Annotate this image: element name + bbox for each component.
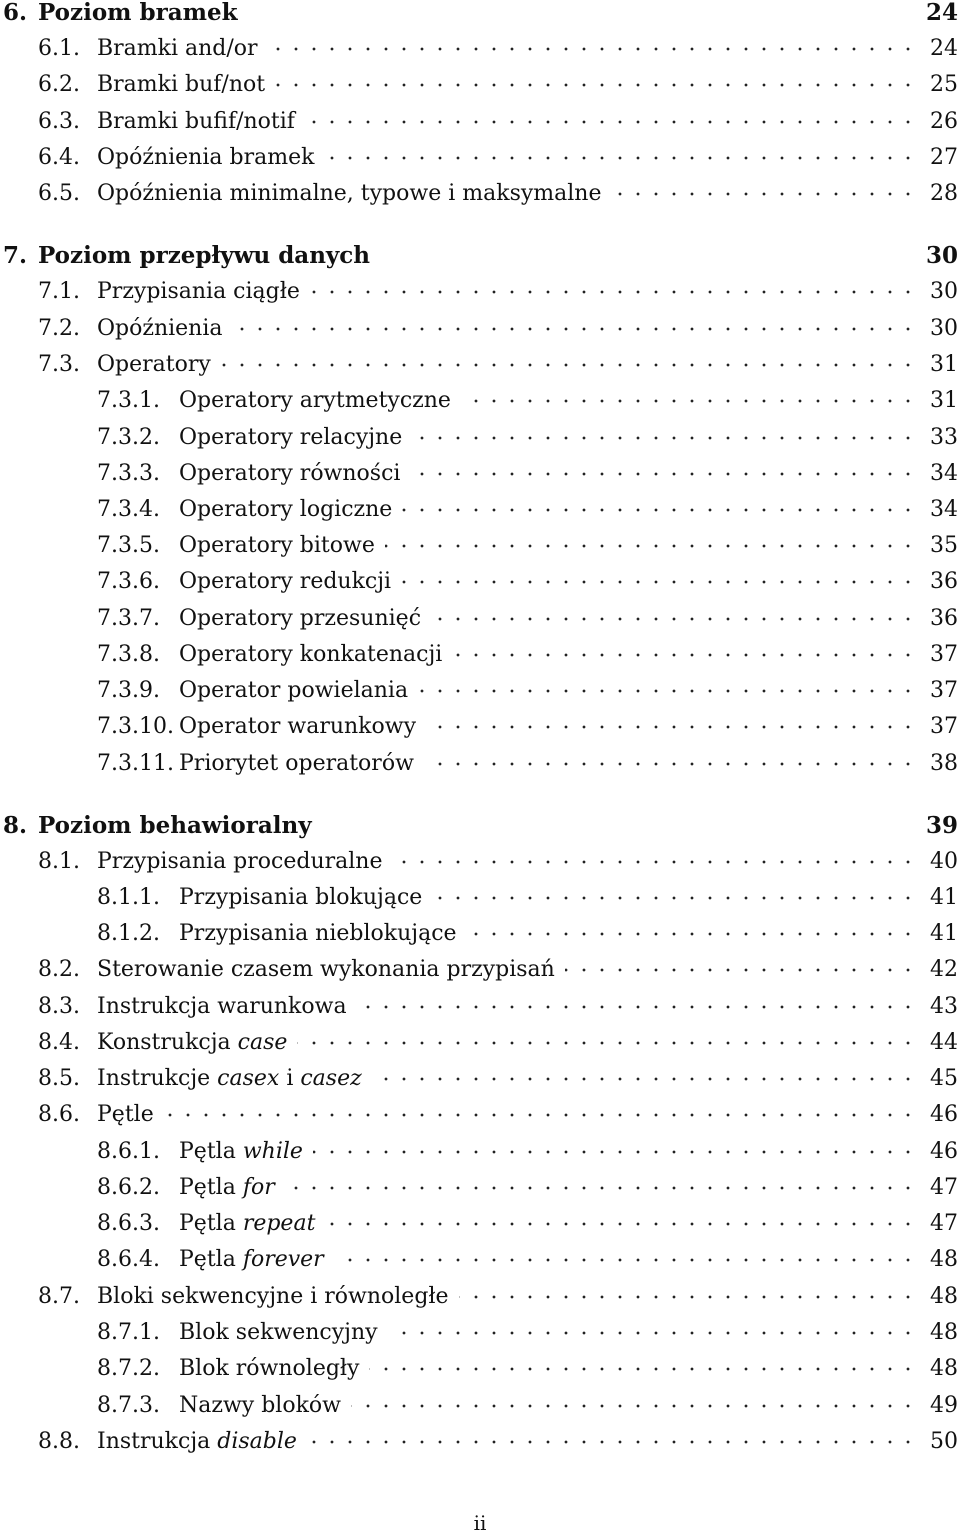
toc-entry-number: 7.3.2. <box>97 425 160 450</box>
toc-entry-subsection[interactable] <box>0 601 960 637</box>
toc-entry-page-number: 30 <box>930 316 958 341</box>
toc-entry-page-number: 27 <box>930 145 958 170</box>
toc-entry-subsection[interactable] <box>0 1134 960 1170</box>
toc-entry-title-italic: repeat <box>242 1211 316 1236</box>
toc-entry-title-text: Operatory arytmetyczne <box>179 388 451 413</box>
toc-entry-dot-leader <box>385 528 918 564</box>
page-number-footer: ii <box>473 1511 487 1535</box>
toc-entry-title-italic: case <box>237 1030 288 1055</box>
toc-entry-number: 8.6.4. <box>97 1247 160 1272</box>
toc-entry-title-italic: for <box>242 1175 275 1200</box>
toc-entry-number: 8.7. <box>38 1284 80 1309</box>
toc-entry-dot-leader <box>402 492 918 528</box>
toc-entry-title-text: Bramki buf/not <box>97 72 266 97</box>
toc-entry-subsection[interactable] <box>0 383 960 419</box>
toc-entry-title <box>179 456 400 492</box>
toc-entry-page-number: 44 <box>930 1030 958 1055</box>
toc-entry-dot-leader <box>452 637 918 673</box>
toc-entry-number: 8. <box>3 812 28 839</box>
toc-entry-number: 8.6.2. <box>97 1175 160 1200</box>
toc-entry-number: 8.5. <box>38 1066 80 1091</box>
toc-entry-section[interactable] <box>0 1097 960 1133</box>
toc-entry-title-text: Pętla <box>179 1211 243 1236</box>
toc-entry-page-number: 42 <box>930 957 958 982</box>
toc-entry-dot-leader <box>307 1424 918 1460</box>
toc-entry-number: 8.3. <box>38 994 80 1019</box>
toc-entry-title <box>179 1242 324 1278</box>
toc-entry-title <box>179 637 442 673</box>
toc-entry-chapter[interactable] <box>0 808 960 844</box>
toc-entry-title <box>179 1134 303 1170</box>
toc-entry-page-number: 39 <box>925 812 958 839</box>
toc-entry-page-number: 47 <box>930 1211 958 1236</box>
toc-entry-number: 8.7.3. <box>97 1393 160 1418</box>
toc-entry-title-text: Blok sekwencyjny <box>179 1320 378 1345</box>
toc-entry-subsection[interactable] <box>0 1170 960 1206</box>
toc-entry-title-text: Instrukcja <box>97 1429 218 1454</box>
toc-entry-dot-leader <box>164 1097 918 1133</box>
toc-entry-dot-leader <box>221 347 918 383</box>
toc-entry-title-text: Pętle <box>97 1102 154 1127</box>
toc-entry-dot-leader <box>357 989 918 1025</box>
toc-entry-number: 7.3.5. <box>97 533 160 558</box>
toc-entry-dot-leader <box>412 420 918 456</box>
toc-entry-page-number: 48 <box>930 1356 958 1381</box>
toc-entry-title <box>179 673 408 709</box>
toc-entry-dot-leader <box>565 952 918 988</box>
toc-entry-title-italic: casez <box>300 1066 362 1091</box>
toc-entry-title <box>97 274 300 310</box>
toc-entry-number: 8.4. <box>38 1030 80 1055</box>
toc-entry-page-number: 24 <box>925 0 958 26</box>
toc-entry-number: 6. <box>3 0 28 26</box>
toc-entry-number: 7. <box>3 242 28 269</box>
toc-entry-page-number: 48 <box>930 1284 958 1309</box>
toc-entry-page-number: 24 <box>930 36 958 61</box>
toc-entry-dot-leader <box>233 311 918 347</box>
toc-entry-dot-leader <box>461 383 918 419</box>
toc-entry-title <box>97 67 265 103</box>
toc-entry-title <box>179 1315 378 1351</box>
toc-entry-subsection[interactable] <box>0 673 960 709</box>
toc-entry-title-text: Operatory równości <box>179 461 401 486</box>
toc-entry-number: 7.3.10. <box>97 714 174 739</box>
toc-entry-page-number: 25 <box>930 72 958 97</box>
toc-entry-dot-leader <box>324 140 918 176</box>
toc-entry-subsection[interactable] <box>0 1206 960 1242</box>
toc-entry-title-italic: disable <box>217 1429 297 1454</box>
toc-entry-dot-leader <box>310 274 918 310</box>
toc-entry-title-text: Operatory <box>97 352 211 377</box>
toc-entry-title <box>179 1351 359 1387</box>
toc-entry-number: 6.4. <box>38 145 80 170</box>
toc-entry-number: 7.3.8. <box>97 642 160 667</box>
toc-entry-section[interactable] <box>0 274 960 310</box>
toc-entry-page-number: 30 <box>930 279 958 304</box>
toc-entry-title-text: Bramki bufif/notif <box>97 109 295 134</box>
toc-entry-section[interactable] <box>0 176 960 212</box>
toc-entry-dot-leader <box>369 1351 918 1387</box>
toc-entry-title-italic: forever <box>242 1247 324 1272</box>
toc-entry-subsection[interactable] <box>0 709 960 745</box>
toc-entry-dot-leader <box>467 916 918 952</box>
toc-entry-title <box>97 952 555 988</box>
toc-entry-number: 7.3.11. <box>97 751 174 776</box>
toc-entry-number: 6.1. <box>38 36 80 61</box>
toc-entry-page-number: 41 <box>930 921 958 946</box>
toc-entry-number: 8.1.2. <box>97 921 160 946</box>
toc-entry-number: 7.3.4. <box>97 497 160 522</box>
toc-entry-title <box>179 1170 275 1206</box>
toc-entry-title <box>97 989 347 1025</box>
toc-entry-subsection[interactable] <box>0 420 960 456</box>
toc-entry-dot-leader <box>351 1388 918 1424</box>
toc-entry-page-number: 49 <box>930 1393 958 1418</box>
toc-entry-page-number: 36 <box>930 606 958 631</box>
toc-entry-subsection[interactable] <box>0 1388 960 1424</box>
toc-entry-title <box>179 1206 315 1242</box>
toc-entry-chapter[interactable] <box>0 0 960 31</box>
toc-entry-number: 7.2. <box>38 316 80 341</box>
toc-entry-title-italic: casex <box>217 1066 280 1091</box>
toc-entry-number: 7.3.6. <box>97 569 160 594</box>
toc-entry-dot-leader <box>392 844 918 880</box>
toc-entry-title <box>97 140 314 176</box>
toc-entry-title-text: Opóźnienia minimalne, typowe i maksymalne <box>97 181 602 206</box>
toc-entry-title-text: Operatory redukcji <box>179 569 392 594</box>
toc-entry-title-text: Instrukcja warunkowa <box>97 994 347 1019</box>
toc-entry-subsection[interactable] <box>0 880 960 916</box>
toc-entry-title-text: Instrukcje <box>97 1066 218 1091</box>
toc-entry-section[interactable] <box>0 1279 960 1315</box>
toc-entry-section[interactable] <box>0 311 960 347</box>
toc-entry-section[interactable] <box>0 140 960 176</box>
toc-entry-title-text: Nazwy bloków <box>179 1393 341 1418</box>
toc-entry-subsection[interactable] <box>0 456 960 492</box>
toc-entry-title-text: Pętla <box>179 1139 243 1164</box>
toc-entry-page-number: 37 <box>930 642 958 667</box>
toc-entry-section[interactable] <box>0 989 960 1025</box>
toc-entry-title <box>179 709 416 745</box>
toc-entry-dot-leader <box>459 1279 918 1315</box>
toc-entry-number: 6.2. <box>38 72 80 97</box>
toc-entry-title <box>97 1025 287 1061</box>
toc-entry-title <box>97 1097 154 1133</box>
toc-entry-title <box>179 492 392 528</box>
toc-entry-title-text: Opóźnienia bramek <box>97 145 315 170</box>
toc-entry-chapter[interactable] <box>0 238 960 274</box>
toc-entry-section[interactable] <box>0 31 960 67</box>
toc-entry-title <box>97 31 258 67</box>
toc-entry-page-number: 43 <box>930 994 958 1019</box>
toc-entry-number: 8.7.1. <box>97 1320 160 1345</box>
toc-entry-title <box>38 808 312 844</box>
toc-entry-number: 8.7.2. <box>97 1356 160 1381</box>
toc-entry-dot-leader <box>388 1315 918 1351</box>
toc-entry-page-number: 48 <box>930 1320 958 1345</box>
toc-entry-page-number: 38 <box>930 751 958 776</box>
toc-entry-page-number: 31 <box>930 388 958 413</box>
toc-entry-title <box>97 844 382 880</box>
toc-entry-page-number: 46 <box>930 1102 958 1127</box>
toc-entry-section[interactable] <box>0 1061 960 1097</box>
toc-entry-dot-leader <box>418 673 918 709</box>
toc-entry-section[interactable] <box>0 844 960 880</box>
toc-entry-page-number: 34 <box>930 461 958 486</box>
toc-entry-page-number: 48 <box>930 1247 958 1272</box>
toc-entry-number: 6.3. <box>38 109 80 134</box>
toc-entry-page-number: 40 <box>930 849 958 874</box>
toc-entry-title-text: Operatory relacyjne <box>179 425 403 450</box>
toc-entry-dot-leader <box>297 1025 918 1061</box>
toc-entry-dot-leader <box>285 1170 918 1206</box>
toc-entry-title-text: Operatory konkatenacji <box>179 642 443 667</box>
toc-entry-dot-leader <box>426 709 918 745</box>
toc-entry-dot-leader <box>275 67 918 103</box>
toc-entry-dot-leader <box>410 456 918 492</box>
toc-entry-subsection[interactable] <box>0 492 960 528</box>
toc-entry-subsection[interactable] <box>0 746 960 782</box>
toc-entry-page-number: 30 <box>925 242 958 269</box>
toc-entry-title-text: Pętla <box>179 1247 243 1272</box>
toc-entry-page-number: 33 <box>930 425 958 450</box>
toc-entry-title <box>97 176 602 212</box>
toc-entry-title <box>179 746 414 782</box>
toc-entry-title <box>97 1061 362 1097</box>
toc-entry-subsection[interactable] <box>0 637 960 673</box>
toc-entry-title-text: Poziom bramek <box>38 0 238 26</box>
toc-entry-title-text: Opóźnienia <box>97 316 223 341</box>
toc-entry-number: 7.3.3. <box>97 461 160 486</box>
toc-entry-number: 7.3.7. <box>97 606 160 631</box>
toc-entry-title-text: Przypisania ciągłe <box>97 279 300 304</box>
toc-entry-title <box>179 564 391 600</box>
toc-entry-subsection[interactable] <box>0 1315 960 1351</box>
toc-entry-page-number: 31 <box>930 352 958 377</box>
toc-entry-page-number: 37 <box>930 714 958 739</box>
toc-entry-section[interactable] <box>0 347 960 383</box>
toc-entry-title-text: Operatory logiczne <box>179 497 393 522</box>
toc-entry-number: 7.3.9. <box>97 678 160 703</box>
toc-entry-title-text: Operatory bitowe <box>179 533 375 558</box>
toc-entry-dot-leader <box>432 880 918 916</box>
toc-entry-title <box>179 383 451 419</box>
toc-entry-title <box>179 916 457 952</box>
toc-entry-title <box>179 528 375 564</box>
toc-entry-subsection[interactable] <box>0 528 960 564</box>
toc-entry-dot-leader <box>305 104 918 140</box>
toc-entry-section[interactable] <box>0 1025 960 1061</box>
toc-entry-page-number: 41 <box>930 885 958 910</box>
toc-entry-section[interactable] <box>0 1424 960 1460</box>
toc-entry-title-text: Przypisania blokujące <box>179 885 423 910</box>
toc-entry-title-text: Pętla <box>179 1175 243 1200</box>
toc-entry-page-number: 50 <box>930 1429 958 1454</box>
toc-entry-page-number: 45 <box>930 1066 958 1091</box>
toc-entry-dot-leader <box>334 1242 918 1278</box>
toc-entry-section[interactable] <box>0 67 960 103</box>
toc-entry-title-text: Operator powielania <box>179 678 409 703</box>
toc-entry-dot-leader <box>372 1061 918 1097</box>
toc-entry-number: 8.8. <box>38 1429 80 1454</box>
toc-entry-title <box>179 1388 341 1424</box>
toc-entry-dot-leader <box>424 746 918 782</box>
toc-entry-title-text: Operatory przesunięć <box>179 606 422 631</box>
toc-entry-title <box>38 0 238 31</box>
toc-entry-number: 8.2. <box>38 957 80 982</box>
toc-entry-title-text: Priorytet operatorów <box>179 751 414 776</box>
toc-entry-dot-leader <box>431 601 918 637</box>
toc-entry-number: 8.6.3. <box>97 1211 160 1236</box>
toc-entry-number: 7.3. <box>38 352 80 377</box>
toc-entry-title-italic: while <box>242 1139 303 1164</box>
toc-entry-number: 8.1. <box>38 849 80 874</box>
toc-entry-number: 8.6. <box>38 1102 80 1127</box>
toc-entry-subsection[interactable] <box>0 1351 960 1387</box>
toc-entry-subsection[interactable] <box>0 916 960 952</box>
toc-entry-title <box>97 347 211 383</box>
toc-entry-number: 7.3.1. <box>97 388 160 413</box>
toc-entry-page-number: 47 <box>930 1175 958 1200</box>
toc-entry-dot-leader <box>268 31 918 67</box>
toc-entry-number: 6.5. <box>38 181 80 206</box>
toc-entry-page-number: 46 <box>930 1139 958 1164</box>
toc-entry-dot-leader <box>313 1134 918 1170</box>
toc-entry-title <box>38 238 370 274</box>
toc-entry-title-text: Konstrukcja <box>97 1030 238 1055</box>
toc-entry-title <box>179 880 422 916</box>
toc-entry-page-number: 34 <box>930 497 958 522</box>
toc-entry-title-text: Przypisania proceduralne <box>97 849 383 874</box>
toc-entry-title-text: Bloki sekwencyjne i równoległe <box>97 1284 449 1309</box>
toc-entry-section[interactable] <box>0 952 960 988</box>
toc-entry-title-text: Operator warunkowy <box>179 714 417 739</box>
toc-entry-dot-leader <box>401 564 918 600</box>
toc-entry-title-text: Poziom przepływu danych <box>38 242 371 269</box>
toc-entry-title-text: i <box>279 1066 301 1091</box>
toc-entry-dot-leader <box>325 1206 918 1242</box>
toc-entry-title-text: Blok równoległy <box>179 1356 360 1381</box>
toc-entry-number: 8.6.1. <box>97 1139 160 1164</box>
toc-entry-page-number: 36 <box>930 569 958 594</box>
toc-entry-title <box>97 1424 297 1460</box>
toc-entry-page-number: 35 <box>930 533 958 558</box>
toc-entry-number: 8.1.1. <box>97 885 160 910</box>
toc-entry-number: 7.1. <box>38 279 80 304</box>
toc-entry-title <box>179 601 421 637</box>
toc-entry-dot-leader <box>612 176 918 212</box>
toc-entry-title <box>97 104 295 140</box>
toc-entry-page-number: 28 <box>930 181 958 206</box>
toc-entry-subsection[interactable] <box>0 564 960 600</box>
toc-entry-title-text: Przypisania nieblokujące <box>179 921 457 946</box>
toc-entry-subsection[interactable] <box>0 1242 960 1278</box>
toc-entry-title-text: Bramki and/or <box>97 36 258 61</box>
toc-entry-title-text: Poziom behawioralny <box>38 812 312 839</box>
toc-entry-page-number: 37 <box>930 678 958 703</box>
toc-entry-title-text: Sterowanie czasem wykonania przypisań <box>97 957 555 982</box>
toc-entry-title <box>97 311 223 347</box>
toc-entry-section[interactable] <box>0 104 960 140</box>
toc-entry-page-number: 26 <box>930 109 958 134</box>
toc-entry-title <box>179 420 402 456</box>
toc-entry-title <box>97 1279 449 1315</box>
